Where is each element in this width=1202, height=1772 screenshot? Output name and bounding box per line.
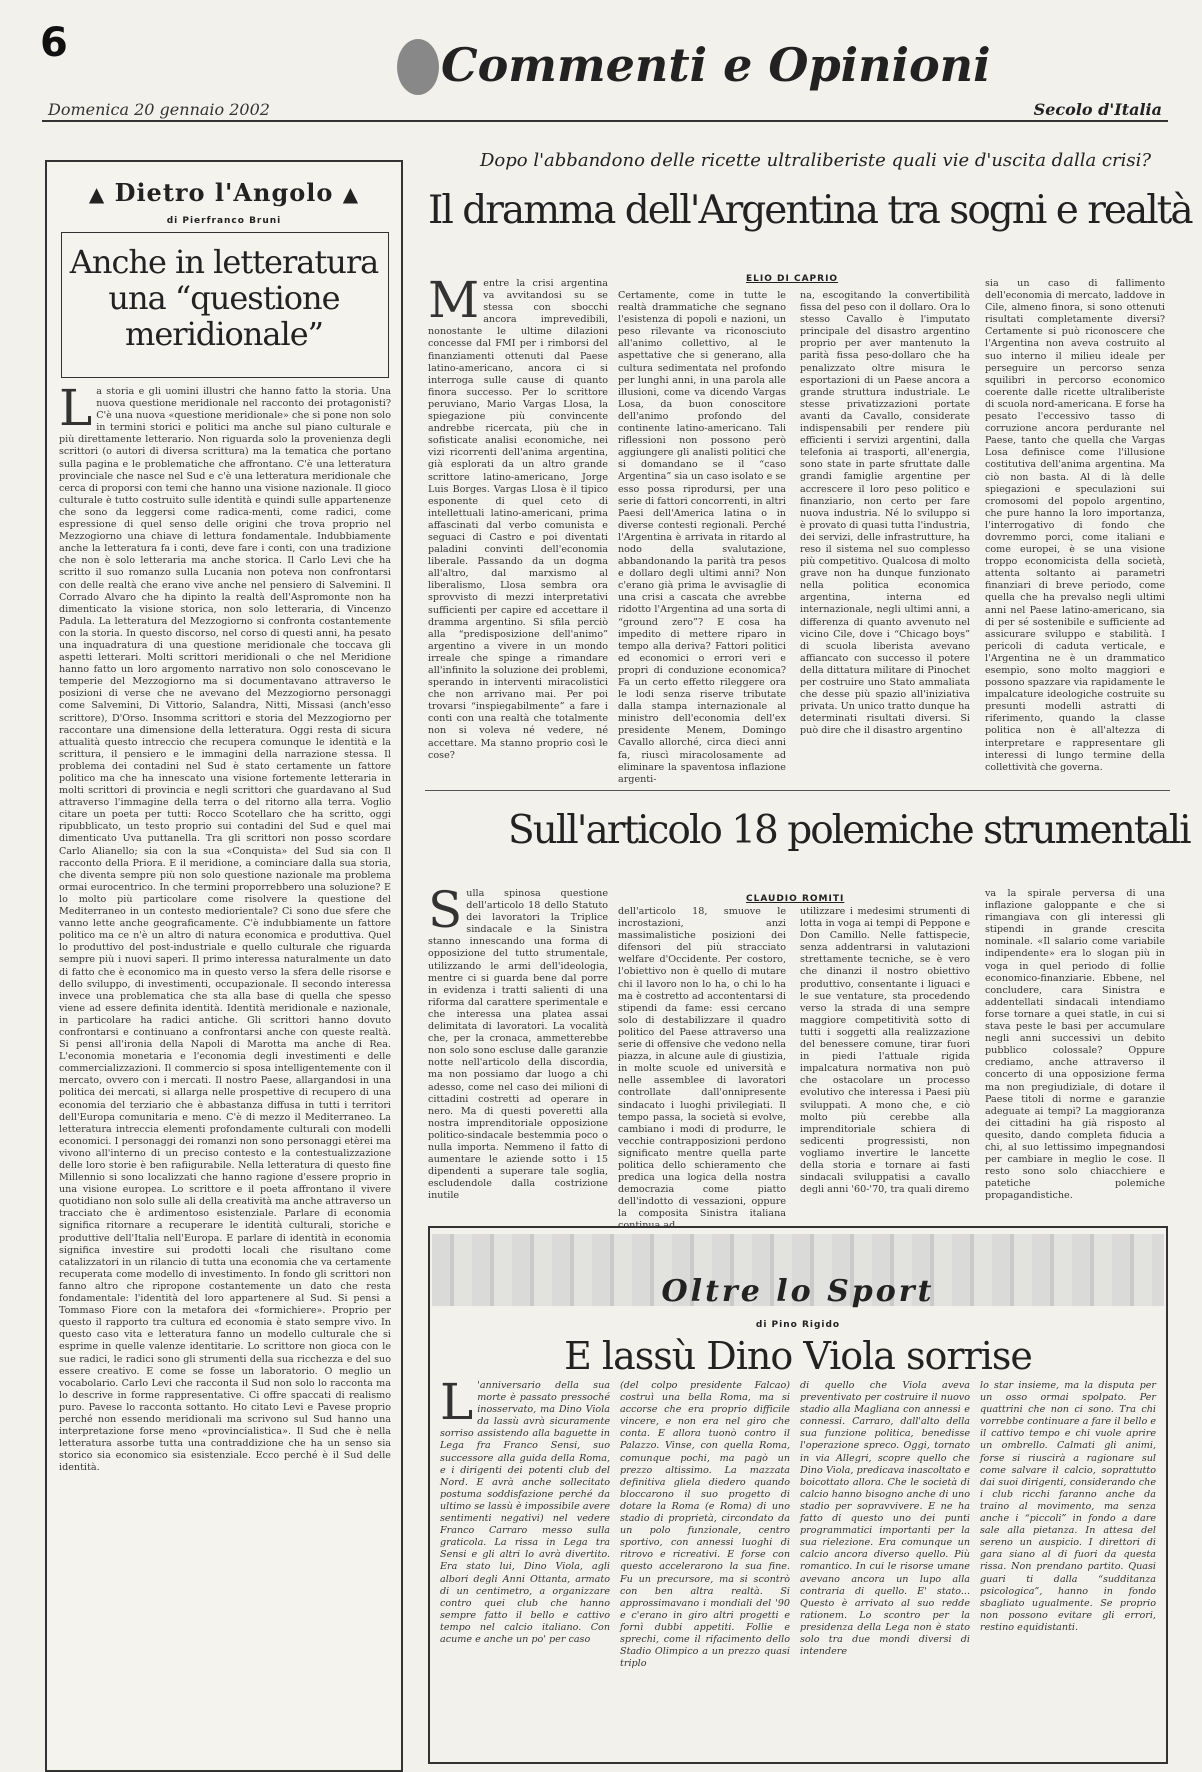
drop-cap: M <box>428 271 480 329</box>
newspaper-name: Secolo d'Italia <box>1033 100 1162 119</box>
article-kicker: Dopo l'abbandono delle ricette ultraliberiste quali vie d'uscita dalla crisi? <box>480 150 1151 171</box>
article-column: (del colpo presidente Falcao) costruì una bella Roma, ma si accorse che era proprio difficile vincere, e non era nel giro che conta. E allora tuonò contro il Palazzo. Vinse, con quella Roma, comunque pochi, ma pagò un prezzo altissimo. La mazzata definitiva gliela diedero quando bloccarono il suo progetto di dotare la Roma (e Roma) di uno stadio di proprietà, circondato da un polo funzionale, centro sportivo, con annessi luoghi di ritrovo e ricreativi. E forse con questo accelerarono la sua fine. Fu un precursore, ma si scontrò con ben altra realtà. Si approssimavano i mondiali del '90 e c'erano in giro altri progetti e fornì dubbi appetiti. Follie e sprechi, come il rifacimento dello Stadio Olimpico a un prezzo quasi triplo <box>620 1380 790 1670</box>
body-text: 'anniversario della sua morte è passato pressoché inosservato, ma Dino Viola da lassù avrà sicuramente sorriso assistendo alla baguette in Lega fra Franco Sensi, suo successore alla guida della Roma, e i dirigenti dei potenti club del Nord. E avrà anche sollecitato postuma soddisfazione perché da ultimo se lassù è impossibile avere sentimenti negativi) nel vedere Franco Carraro messo sulla graticola. La rissa in Lega tra Sensi e gli altri lo avrà divertito. Era stato lui, Dino Viola, agli albori degli Anni Ottanta, armato di un centimetro, a organizzare contro quei club che hanno sempre fatto il bello e cattivo tempo nel calcio italiano. Con acume e anche un po' per caso <box>440 1380 610 1645</box>
article-column <box>440 1373 610 1756</box>
article-column: va la spirale perversa di una inflazione galoppante e che si rimangiava con gli interessi gli stipendi in grande crescita nominale. «Il salario come variabile indipendente» era lo slogan più in voga in quel periodo di follie economico-finanziarie. Ebbene, nel concludere, cara Sinistra e addentellati sindacali intendiamo forse tornare a quei statle, in cui si stava peste le basi per accumulare negli anni successivi un debito pubblico colossale? Oppure crediamo, anche attraverso il concerto di una opposizione ferma ma non pregiudiziale, di dotare il Paese titoli di norme e garanzie adeguate ai tempi? La maggioranza dei cittadini ha già risposto al quesito, dando completa fiducia a chi, al suo lettissimo impegnandosi per cambiare in meglio le cose. Il resto sono solo chiacchiere e patetiche polemiche propagandistiche. <box>985 888 1165 1202</box>
drop-cap: L <box>59 379 93 437</box>
body-text: entre la crisi argentina va avvitandosi su se stessa con sbocchi ancora imprevedibili, nonostante le ultime dilazioni concesse dal FMI per i rimborsi del finanziamenti ottenuti dal Paese latino-americano, ancora ci si interroga sulle cause di quanto finora successo. Per lo scrittore peruviano, Mario Vargas Llosa, la spiegazione più convincente andrebbe ricercata, più che in sofisticate analisi economiche, nei vizi ricorrenti dell'anima argentina, già esplorati da un altro grande scrittore latino-americano, Jorge Luis Borges. Vargas Llosa è il tipico esponente di quel ceto di intellettuali latino-americani, prima affascinati dal verbo comunista e seguaci di Castro e poi diventati paladini convinti dell'economia liberale. Passando da un dogma all'altro, dal marxismo al liberalismo, Llosa sembra ora sprovvisto di mezzi interpretativi sufficienti per capire ed accettare il dramma argentino. Si sfila perciò alla “predisposizione dell'animo” argentino a vivere in un mondo irreale che spinge a rimandare all'infinito la soluzione dei problemi, sperando in interventi miracolistici che non arrivano mai. Per poi trovarsi “inspiegabilmente” a fare i conti con una realtà che totalmente non si voleva né vedere, né accettare. Ma stanno proprio così le cose? <box>428 278 608 761</box>
body-text: ulla spinosa questione dell'articolo 18 dello Statuto dei lavoratori la Triplice sindacale e la Sinistra stanno innescando una forma di opposizione del tutto strumentale, utilizzando le armi dell'ideologia, mentre ci si guarda bene dal porre in evidenza i tratti salienti di una riforma dal carattere sperimentale e che interessa una platea assai delimitata di lavoratori. La vocalità che, per la cronaca, ammetterebbe non solo sono escluse dalle garanzie notte nell'articolo della discordia, ma non possiamo dar luogo a chi adesso, come nel caso dei milioni di cittadini costretti ad operare in nero. Ma di questi poveretti alla nostra imprenditoriale opposizione politico-sindacale bestemmia poco o nulla importa. Nemmeno il fatto di aumentare le aziende sotto i 15 dipendenti a superare tale soglia, escludendole dalla costrizione inutile <box>428 888 608 1202</box>
header-rule <box>42 120 1168 122</box>
article-column: Certamente, come in tutte le realtà drammatiche che segnano l'esistenza di popoli e nazioni, un peso rilevante va riconosciuto all'animo collettivo, al le aspettative che si generano, alla cultura sedimentata nel profondo per lunghi anni, in una parola alle illusioni, come va dicendo Vargas Losa, da buon conoscitore dell'animo profondo del continente latino-americano. Tali riflessioni non possono però aggiungere gli analisti politici che si domandano se il “caso Argentina” sia un caso isolato e se esso possa riprodursi, per una serie di fattori concorrenti, in altri Paesi dell'America latina o in diverse contesti regionali. Perché l'Argentina è arrivata in ritardo al nodo della svalutazione, abbandonando la parità tra pesos e dollaro degli ultimi anni? Non c'erano già prima le avvisaglie di una crisi a cascata che avrebbe ridotto l'Argentina ad una sorta di “ground zero”? E cosa ha impedito di mettere riparo in tempo alla deriva? Fattori politici ed economici o errori veri e propri di conduzione economica? Fa un certo effetto rileggere ora le lodi senza riserve tributate dalla stampa internazionale al ministro dell'economia dell'ex presidente Menem, Domingo Cavallo allorché, circa dieci anni fa, riuscì miracolosamente ad eliminare la spaventosa inflazione argenti- <box>618 290 786 785</box>
sport-article-box <box>428 1226 1168 1764</box>
rubric-label: Dietro l'Angolo <box>114 178 334 207</box>
headline: E lassù Dino Viola sorrise <box>564 1334 1032 1378</box>
article-column: na, escogitando la convertibilità fissa del peso con il dollaro. Ora lo stesso Cavallo è l'imputato principale del disastro argentino proprio per aver mantenuto la parità fissa peso-dollaro che ha penalizzato oltre misura le esportazioni di un Paese ancora a grande struttura industriale. Le stesse privatizzazioni portate avanti da Cavallo, considerate indispensabili per rendere più efficienti i servizi argentini, dalla telefonia ai trasporti, all'energia, sono state in parte sfruttate dalle grandi famiglie argentine per accrescere il loro peso politico e finanziario, non certo per fare nuova industria. Né lo sviluppo si è provato di quasi tutta l'industria, dei servizi, delle infrastrutture, ha reso il sistema nel suo complesso più competitivo. Qualcosa di molto grave non ha dunque funzionato nella politica economica argentina, interna ed internazionale, negli ultimi anni, a differenza di quanto avvenuto nel vicino Cile, dove i “Chicago boys” di scuola liberista avevano affiancato con successo il potere della dittatura militare di Pinochet per costruire uno Stato ammaliata che desse più spazio all'iniziativa privata. Un unico tratto dunque ha determinati risultati diversi. Si può dire che il disastro argentino <box>800 290 970 737</box>
article-column: utilizzare i medesimi strumenti di lotta in voga ai tempi di Peppone e Don Camillo. Nelle fattispecie, senza addentrarsi in valutazioni strettamente tecniche, se è vero che dinanzi il nostro obiettivo produttivo, consentante i liguaci e le sue ventature, sta procedendo verso la strada di una sempre maggiore competitività sotto di tutti i soggetti alla realizzazione del benessere comune, tirar fuori in piedi l'attuale rigida impalcatura normativa non può che ostacolare un processo evolutivo che interessa i Paesi più sviluppati. A mono che, e ciò molto più cerebbe alla imprenditoriale schiera di sedicenti progressisti, non vogliamo invertire le lancette della storia e tornare ai fasti sindacali sviluppatisi a cavallo degli anni '60-'70, tra quali diremo <box>800 906 970 1196</box>
triangle-icon: ▲ <box>342 182 360 206</box>
section-divider <box>425 790 1170 791</box>
byline: ELIO DI CAPRIO <box>746 274 839 284</box>
headline: Anche in letteratura una “questione meridionale” <box>69 243 379 353</box>
drop-cap: S <box>428 881 463 939</box>
masthead-ornament <box>397 39 439 95</box>
headline: Il dramma dell'Argentina tra sogni e realtà <box>428 188 1192 233</box>
byline: CLAUDIO ROMITI <box>746 894 845 904</box>
article-body <box>59 379 391 1766</box>
article-column: dell'articolo 18, smuove le incrostazioni, anzi massimalistiche posizioni dei difensori del più stracciato welfare d'Occidente. Per costoro, l'obiettivo non è quello di mutare chi il lavoro non lo ha, o chi lo ha ma è costretto ad accontentarsi di stipendi da fame: essi cercano solo di destabilizzare il quadro politico del Paese attraverso una serie di offensive che vedono nella piazza, in alcune aule di giustizia, in molte scuole ed università e nelle assemblee di lavoratori controllate dall'onnipresente sindacato i luoghi privilegiati. Il tempo passa, la società si evolve, cambiano i modi di produrre, le vecchie contrapposizioni perdono significato mentre quella parte politica dello schieramento che predica una logica della nostra democrazia come piatto dell'indotto di vessazioni, oppure la composita Sinistra italiana continua ad <box>618 906 786 1232</box>
issue-date: Domenica 20 gennaio 2002 <box>48 100 270 119</box>
article-column: sia un caso di fallimento dell'economia di mercato, laddove in Cile, almeno finora, si sono ottenuti risultati completamente diversi? Certamente si può riconoscere che l'Argentina non aveva costruito al suo interno il milieu ideale per perseguire un percorso senza squilibri in percorso economico coerente dalle ricette ultraliberiste di scuola nord-americana. E forse ha pesato l'eccessivo tasso di corruzione ancora perdurante nel Paese, tanto che quella che Vargas Losa definisce come l'illusione costitutiva dell'anima argentina. Ma ciò non basta. Al di là delle spiegazioni e speculazioni sui cromosomi del popolo argentino, che pure hanno la loro importanza, l'interrogativo di fondo che dovremmo porci, come italiani e come europei, è se una visione troppo economicista della società, attenta soltanto ai parametri finanziari di breve periodo, come quella che ha prevalso negli ultimi anni nel Paese latino-americano, sia di per sé sostenibile e sufficiente ad assicurare sviluppo e stabilità. I pericoli di caduta verticale, e l'Argentina ne è un drammatico esempio, sono molto maggiori e possono spazzare via rapidamente le impalcature ideologiche costruite su presunti modelli astratti di riferimento, quando la classe politica non è all'altezza di interpretare e rappresentare gli interessi di lungo termine della collettività che governa. <box>985 278 1165 773</box>
page-number: 6 <box>40 20 68 66</box>
article-column <box>428 881 608 1202</box>
byline: di Pino Rigido <box>755 1320 841 1330</box>
section-title: Commenti e Opinioni <box>441 38 991 92</box>
article-column: di quello che Viola aveva preventivato per costruire il nuovo stadio alla Magliana con annessi e connessi. Carraro, dall'alto della sua funzione politica, benedisse l'operazione spreco. Oggi, tornato in via Allegri, scopre quello che Dino Viola, predicava inascoltato e boicottato allora. Che le società di calcio hanno bisogno anche di uno stadio per sopravvivere. E ne ha fatto di questo uno dei punti programmatici importanti per la sua rielezione. Era comunque un calcio ancora diverso quello. Più romantico. In cui le risorse umane avevano ancora un lupo alla contraria di quello. E' stato... Questo è arrivato al suo redde rationem. Lo scontro per la presidenza della Lega non è stato solo tra due mondi diversi di intendere <box>800 1380 970 1658</box>
section-masthead <box>395 38 991 95</box>
triangle-icon: ▲ <box>88 182 106 206</box>
rubric-title: Oltre lo Sport <box>661 1274 935 1309</box>
left-column-article <box>45 160 403 1772</box>
body-text: a storia e gli uomini illustri che hanno fatto la storia. Una nuova questione meridionale nel racconto dei protagonisti? C'è una nuova «questione meridionale» che si pone non solo in termini storici e politici ma anche sul piano culturale e più direttamente letterario. Non riguarda solo la provenienza degli scrittori (o autori di diversa scrittura) ma la tematica che portano sulla pagina e le problematiche che affrontano. C'è una letteratura provinciale che nasce nel Sud e c'è una letteratura meridionale che cerca di proporsi con temi che hanno una visione nazionale. Il gioco culturale è tutto costruito sulle identità e quindi sulle appartenenze che sono da leggersi come radica-menti, come radici, come espressione di quel senso delle origini che trova proprio nel Mezzogiorno una chiave di lettura fondamentale. Indubbiamente anche la letteratura fa i conti, deve fare i conti, con una tradizione che non è solo letteraria ma anche storica. Il Carlo Levi che ha scritto il suo romanzo sulla Lucania non poteva non confrontarsi con delle realtà che erano vive anche nel pensiero di Salvemini. Il Corrado Alvaro che ha dipinto la realtà dell'Aspromonte non ha dimenticato la visione storica, non solo letteraria, di Vincenzo Padula. La letteratura del Mezzogiorno si confronta costantemente con la storia. In questo discorso, nel corso di questi anni, ha pesato una inquadratura di una questione meridionale che toccava gli aspetti letterari. Molti scrittori meridionali o che nel Meridione hanno fatto un loro argomento narrativo non solo conoscevano le temperie del Mezzogiorno ma si documentavano attraverso le posizioni di verse che ne avevano del Mezzogiorno personaggi come Salvemini, Di Vittorio, Salandra, Nitti, Missasi (anch'esso scrittore), D'Orso. Insomma scrittori e storia del Mezzogiorno per raccontare una dimensione della letteratura. Oggi resta di sicura attualità questo intreccio che recupera comunque le identità e la scrittura, il pensiero e le immagini della narrazione stessa. Il problema dei contadini nel Sud è stato certamente un fattore politico ma che ha innescato una visione fortemente letteraria in molti scrittori di provincia e negli scrittori che guardavano al Sud attraverso l'immagine della terra o del ritorno alla terra. Voglio citare un poeta per tutti: Rocco Scotellaro che ha scritto, oggi ripubblicato, un testo proprio sui contadini del Sud e quel mai dimenticato Uva puttanella. Tra gli scrittori non posso scordare Carlo Alianello; sia con la sua «Conquista» del Sud sia con Il racconto della Priora. E il meridione, a cominciare dalla sua storia, che diventa sempre più non solo questione nazionale ma problema ormai eurocentrico. In che termini proporrebbero una soluzione? E lo molto più particolare come risolvere la questione del Mediterraneo in un contesto mediorientale? Ci sono due sfere che vanno lette anche geograficamente. C'è indubbiamente un fattore politico ma ce n'è un altro di natura economica e produttiva. Quel lo produttivo del post-industriale e quello culturale che riguarda sempre più i nuovi saperi. Il primo interessa naturalmente un dato di fatto che è economico ma in questo verso la sfera delle risorse e dello sviluppo, di investimenti, occupazionale. Il secondo interessa invece una problematica che sta alla base di quella che spesso viene ad essere definita identità. Identità meridionale e nazionale, in particolare ha radici antiche. Gli scrittori hanno dovuto confrontarsi e continuano a confrontarsi anche con queste realtà. Si pensi all'ironia della Napoli di Marotta ma anche di Rea. L'economia monetaria e l'economia degli investimenti e delle commercializzazioni. Il commercio si sposa intelligentemente con il mercato, ovvero con i mercati. Il nostro Paese, allargandosi in una politica dei mercati, si allarga nelle prospettive di recupero di una economia del terziario che è abbastanza diffusa in tutti i territori dell'Europa comunitaria e meno. C'è di mezzo il Mediterraneo. La letteratura intreccia elementi profondamente culturali con modelli economici. I personaggi dei romanzi non sono personaggi etèrei ma vivono all'interno di un preciso contesto e la contestualizzazione delle loro storie è ben rafiigurabile. Nella letteratura di questo fine Millennio si sono localizzati che hanno ragione d'essere proprio in una visione europea. Lo scrittore e il poeta affrontano il vivere quotidiano non solo sulle ali della creatività ma anche attraverso un tracciato che è ardimentoso esistenziale. Parlare di economia significa ritornare a recuperare le identità culturali, storiche e produttive dell'Italia nell'Europa. E parlare di identità in economia significa investire sui prodotti locali che risultano come catalizzatori in un rilancio di tutta una economia che va certamente recuperata come modello di investimento. In fondo gli scrittori non fanno altro che ripropone costantemente un dato che resta fondamentale: l'identità del loro appartenere al Sud. Si pensi a Tommaso Fiore con la metafora dei «formichiere». Proprio per questo il rapporto tra cultura ed economia è stato sempre vivo. In questo caso vita e letteratura fanno un modello culturale che si esprime in quelle valenze identitarie. Lo scrittore non gioca con le sue radici, le radici sono gli strumenti della sua ricchezza e del suo essere creativo. E come se fosse un laboratorio. O meglio un vocabolario. Carlo Levi che racconta il Sud non solo lo racconta ma lo descrive in forme rappresentative. Ci offre spaccati di realismo puro. Pavese lo racconta sottanto. Ho citato Levi e Pavese proprio perché non essendo meridionali ma scrivono sul Sud hanno una interpretazione forse meno «provincialistica». Il Sud che è nella letteratura assorbe tutta una contraddizione che ha un senso sia storico sia economico sia esistenziale. Ecco perché è il Sud delle identità. <box>59 386 391 1474</box>
drop-cap: L <box>440 1373 474 1431</box>
byline: di Pierfranco Bruni <box>166 216 282 226</box>
article-column: lo star insieme, ma la disputa per un osso ormai spolpato. Per quattrini che non ci sono. Tra chi vorrebbe continuare a fare il bello e il cattivo tempo e chi vuole aprire un ombrello. Calmati gli animi, forse si riuscirà a ragionare sul come salvare il calcio, soprattutto dai suoi dirigenti, considerando che i club ricchi faranno anche da traino al movimento, ma senza anche i “piccoli” in fondo a dare sale alla pietanza. In attesa del sereno un auspicio. I direttori di gara siano al di fuori da questa rissa. Non prendano partito. Quasi guari ti dalla “sudditanza psicologica”, hanno in fondo sbagliato ugualmente. Se proprio non possono evitare gli errori, restino equidistanti. <box>980 1380 1156 1633</box>
headline: Sull'articolo 18 polemiche strumentali <box>508 808 1190 853</box>
rubric-title <box>47 178 401 207</box>
article-column <box>428 271 608 761</box>
